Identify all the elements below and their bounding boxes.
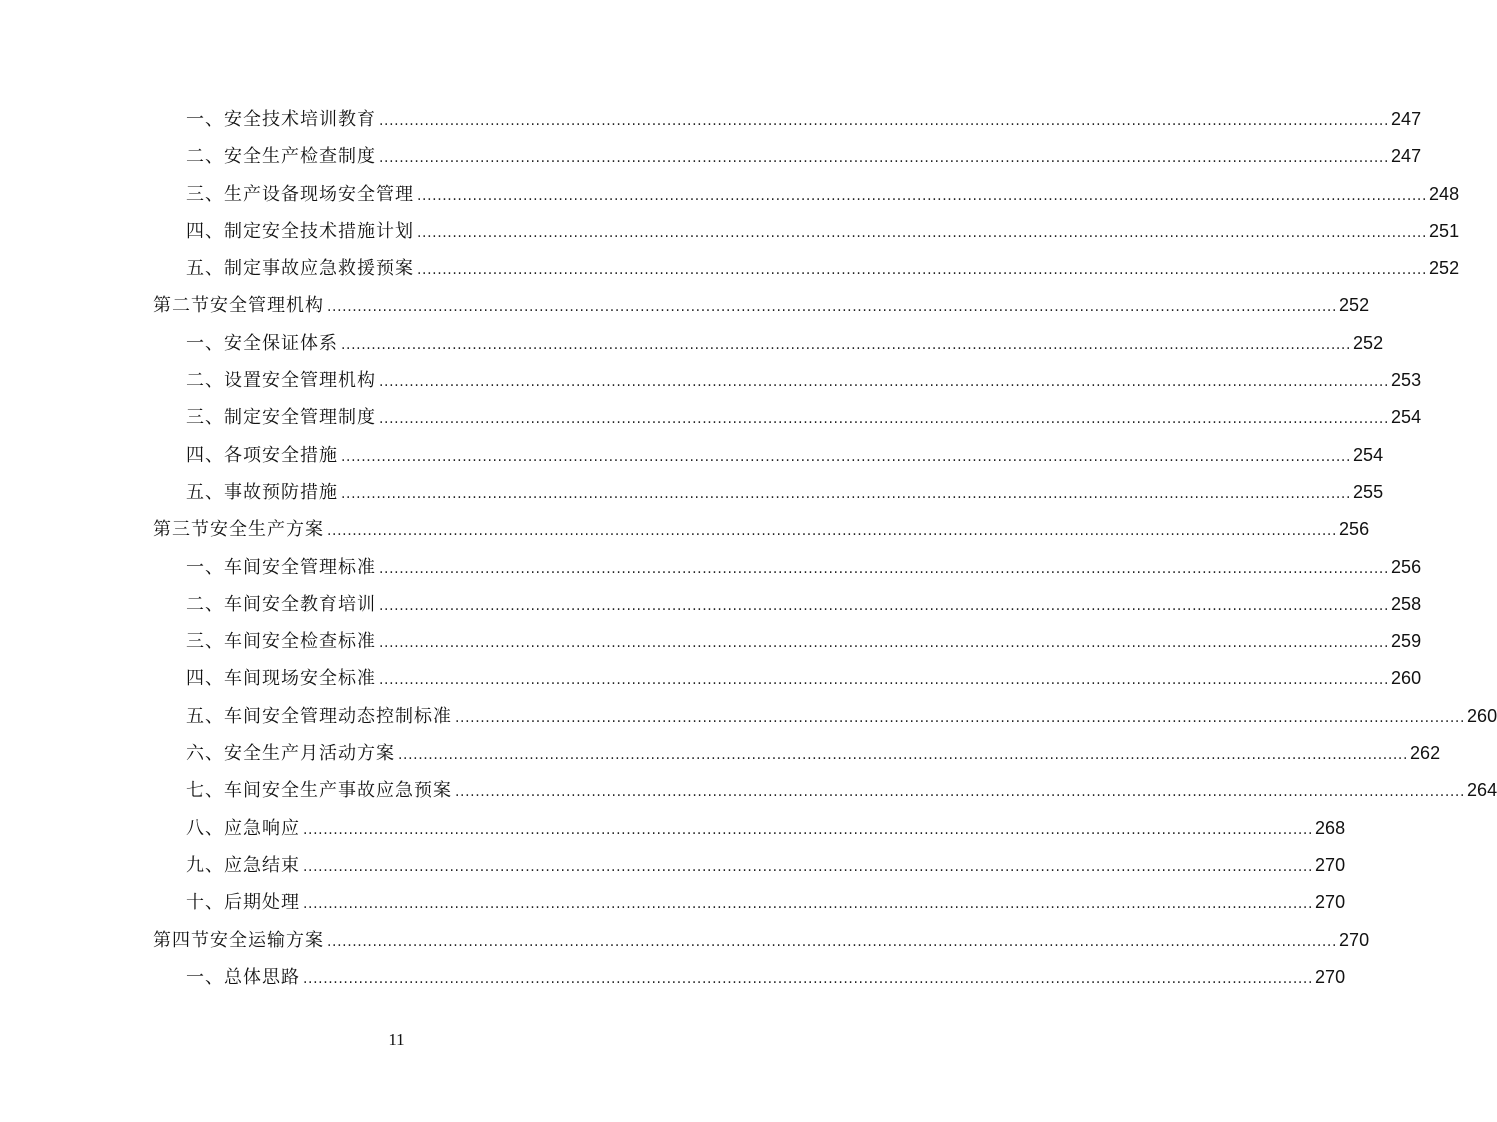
toc-entry-line (186, 735, 1441, 772)
toc-entry-number: 第三节 (153, 519, 210, 541)
toc-entry-title: 车间安全生产事故应急预案 (224, 780, 452, 802)
toc-entry-number: 十、 (186, 892, 224, 914)
toc-entry-page: 252 (1339, 295, 1370, 316)
toc-entry-page: 247 (1391, 146, 1422, 167)
toc-entry-line (186, 698, 1497, 735)
toc-dot-leader: ........................................................................................................................................................................................................ (379, 374, 1390, 391)
toc-entry[interactable] (0, 660, 1422, 697)
toc-entry-title: 设置安全管理机构 (224, 370, 376, 392)
toc-entry-number: 二、 (186, 370, 224, 392)
toc-entry-line (186, 362, 1422, 399)
toc-dot-leader: ........................................................................................................................................................................................................ (455, 784, 1466, 801)
toc-entry-number: 一、 (186, 966, 224, 988)
toc-dot-leader: ........................................................................................................................................................................................................ (327, 299, 1338, 316)
toc-entry-title: 安全管理机构 (210, 295, 324, 317)
toc-entry-line (186, 399, 1422, 436)
toc-entry-line (186, 549, 1422, 586)
toc-entry-title: 制定安全技术措施计划 (224, 220, 414, 242)
toc-entry[interactable] (0, 399, 1422, 436)
toc-section-entry[interactable] (0, 922, 1370, 959)
toc-entry-line (186, 250, 1460, 287)
toc-dot-leader: ........................................................................................................................................................................................................ (341, 485, 1352, 502)
toc-entry-line (186, 847, 1346, 884)
toc-entry-title: 应急响应 (224, 817, 300, 839)
toc-entry-page: 260 (1391, 668, 1422, 689)
toc-entry-line (186, 325, 1384, 362)
toc-entry-number: 二、 (186, 593, 224, 615)
toc-entry-title: 各项安全措施 (224, 444, 338, 466)
toc-entry-page: 270 (1339, 929, 1370, 950)
toc-entry[interactable] (0, 735, 1441, 772)
toc-entry[interactable] (0, 213, 1460, 250)
toc-entry[interactable] (0, 549, 1422, 586)
toc-entry[interactable] (0, 250, 1460, 287)
toc-entry-title: 总体思路 (224, 966, 300, 988)
toc-entry-line (186, 586, 1422, 623)
toc-entry-title: 安全技术培训教育 (224, 109, 376, 130)
toc-entry-title: 车间安全检查标准 (224, 631, 376, 653)
toc-dot-leader: ........................................................................................................................................................................................................ (379, 597, 1390, 614)
toc-entry-page: 252 (1353, 332, 1384, 353)
toc-entry-page: 254 (1391, 407, 1422, 428)
toc-entry-line (186, 176, 1460, 213)
toc-dot-leader: ........................................................................................................................................................................................................ (303, 821, 1314, 838)
toc-entry-number: 五、 (186, 258, 224, 280)
toc-entry-number: 第二节 (153, 295, 210, 317)
toc-entry[interactable] (0, 623, 1422, 660)
toc-entry[interactable] (0, 474, 1384, 511)
toc-dot-leader: ........................................................................................................................................................................................................ (379, 635, 1390, 652)
toc-entry[interactable] (0, 772, 1497, 809)
toc-entry-page: 270 (1315, 854, 1346, 875)
toc-entry[interactable] (0, 176, 1460, 213)
toc-entry-page: 253 (1391, 370, 1422, 391)
page-number-footer: 11 (388, 1030, 405, 1049)
toc-entry-page: 256 (1339, 519, 1370, 540)
toc-entry-line (153, 287, 1370, 324)
toc-section-entry[interactable] (0, 287, 1370, 324)
toc-entry-page: 259 (1391, 631, 1422, 652)
toc-dot-leader: ........................................................................................................................................................................................................ (379, 150, 1390, 167)
toc-entry-line (153, 922, 1370, 959)
toc-entry-page: 270 (1315, 966, 1346, 987)
toc-entry-line (186, 810, 1346, 847)
toc-entry-page: 264 (1467, 780, 1497, 801)
toc-dot-leader: ........................................................................................................................................................................................................ (379, 113, 1390, 129)
toc-entry[interactable] (0, 101, 1422, 138)
toc-entry-number: 四、 (186, 220, 224, 242)
toc-entry-page: 268 (1315, 817, 1346, 838)
toc-entry-line (186, 474, 1384, 511)
toc-dot-leader: ........................................................................................................................................................................................................ (327, 933, 1338, 950)
toc-entry-page: 256 (1391, 556, 1422, 577)
toc-entry-line (186, 101, 1422, 138)
toc-entry-line (186, 213, 1460, 250)
toc-entry[interactable] (0, 325, 1384, 362)
toc-entry-number: 三、 (186, 407, 224, 429)
toc-entry-number: 一、 (186, 556, 224, 578)
toc-entry-number: 五、 (186, 705, 224, 727)
toc-dot-leader: ........................................................................................................................................................................................................ (417, 187, 1428, 204)
toc-entry-line (186, 660, 1422, 697)
toc-entry-title: 车间安全管理标准 (224, 556, 376, 578)
toc-dot-leader: ........................................................................................................................................................................................................ (379, 560, 1390, 577)
toc-entry-title: 应急结束 (224, 854, 300, 876)
toc-entry[interactable] (0, 959, 1346, 996)
toc-entry[interactable] (0, 437, 1384, 474)
toc-entry-title: 安全生产方案 (210, 519, 324, 541)
toc-entry-number: 三、 (186, 183, 224, 205)
toc-entry-title: 车间现场安全标准 (224, 668, 376, 690)
toc-entry-title: 安全运输方案 (210, 929, 324, 951)
toc-entry[interactable] (0, 810, 1346, 847)
toc-entry[interactable] (0, 586, 1422, 623)
toc-dot-leader: ........................................................................................................................................................................................................ (455, 709, 1466, 726)
toc-entry-number: 四、 (186, 444, 224, 466)
toc-entry-number: 六、 (186, 743, 224, 765)
toc-entry-page: 270 (1315, 892, 1346, 913)
toc-entry-page: 251 (1429, 220, 1460, 241)
toc-entry-line (186, 623, 1422, 660)
toc-entry-line (186, 884, 1346, 921)
toc-section-entry[interactable] (0, 511, 1370, 548)
toc-entry-number: 五、 (186, 481, 224, 503)
toc-entry-line (186, 772, 1497, 809)
toc-entry-title: 制定安全管理制度 (224, 407, 376, 429)
toc-entry-page: 260 (1467, 705, 1497, 726)
toc-dot-leader: ........................................................................................................................................................................................................ (398, 747, 1409, 764)
toc-entry-number: 一、 (186, 332, 224, 354)
toc-entry[interactable] (0, 698, 1497, 735)
toc-entry-title: 安全生产检查制度 (224, 146, 376, 168)
toc-dot-leader: ........................................................................................................................................................................................................ (327, 523, 1338, 540)
toc-entry-title: 车间安全教育培训 (224, 593, 376, 615)
toc-dot-leader: ........................................................................................................................................................................................................ (303, 858, 1314, 875)
toc-entry-title: 车间安全管理动态控制标准 (224, 705, 452, 727)
toc-entry-number: 九、 (186, 854, 224, 876)
toc-entry[interactable] (0, 362, 1422, 399)
toc-entry-number: 一、 (186, 109, 224, 130)
toc-entry-number: 八、 (186, 817, 224, 839)
toc-dot-leader: ........................................................................................................................................................................................................ (417, 224, 1428, 241)
toc-entry[interactable] (0, 138, 1422, 175)
toc-entry-number: 第四节 (153, 929, 210, 951)
toc-entry-title: 事故预防措施 (224, 481, 338, 503)
toc-entry[interactable] (0, 884, 1346, 921)
toc-dot-leader: ........................................................................................................................................................................................................ (417, 262, 1428, 279)
toc-dot-leader: ........................................................................................................................................................................................................ (379, 411, 1390, 428)
toc-entry-number: 七、 (186, 780, 224, 802)
table-of-contents (0, 101, 1497, 996)
toc-entry-title: 安全保证体系 (224, 332, 338, 354)
toc-entry[interactable] (0, 847, 1346, 884)
toc-entry-page: 252 (1429, 258, 1460, 279)
toc-entry-line (153, 511, 1370, 548)
toc-entry-page: 248 (1429, 183, 1460, 204)
toc-entry-title: 制定事故应急救援预案 (224, 258, 414, 280)
toc-entry-title: 安全生产月活动方案 (224, 743, 395, 765)
toc-entry-number: 四、 (186, 668, 224, 690)
toc-entry-page: 254 (1353, 444, 1384, 465)
toc-entry-page: 258 (1391, 593, 1422, 614)
toc-entry-title: 生产设备现场安全管理 (224, 183, 414, 205)
toc-dot-leader: ........................................................................................................................................................................................................ (379, 672, 1390, 689)
toc-entry-page: 262 (1410, 743, 1441, 764)
toc-entry-page: 255 (1353, 481, 1384, 502)
toc-entry-title: 后期处理 (224, 892, 300, 914)
toc-entry-line (186, 959, 1346, 996)
toc-entry-page: 247 (1391, 109, 1422, 129)
toc-entry-line (186, 138, 1422, 175)
toc-entry-number: 三、 (186, 631, 224, 653)
toc-entry-line (186, 437, 1384, 474)
toc-dot-leader: ........................................................................................................................................................................................................ (341, 336, 1352, 353)
toc-dot-leader: ........................................................................................................................................................................................................ (303, 896, 1314, 913)
toc-dot-leader: ........................................................................................................................................................................................................ (341, 448, 1352, 465)
toc-dot-leader: ........................................................................................................................................................................................................ (303, 970, 1314, 987)
toc-entry-number: 二、 (186, 146, 224, 168)
